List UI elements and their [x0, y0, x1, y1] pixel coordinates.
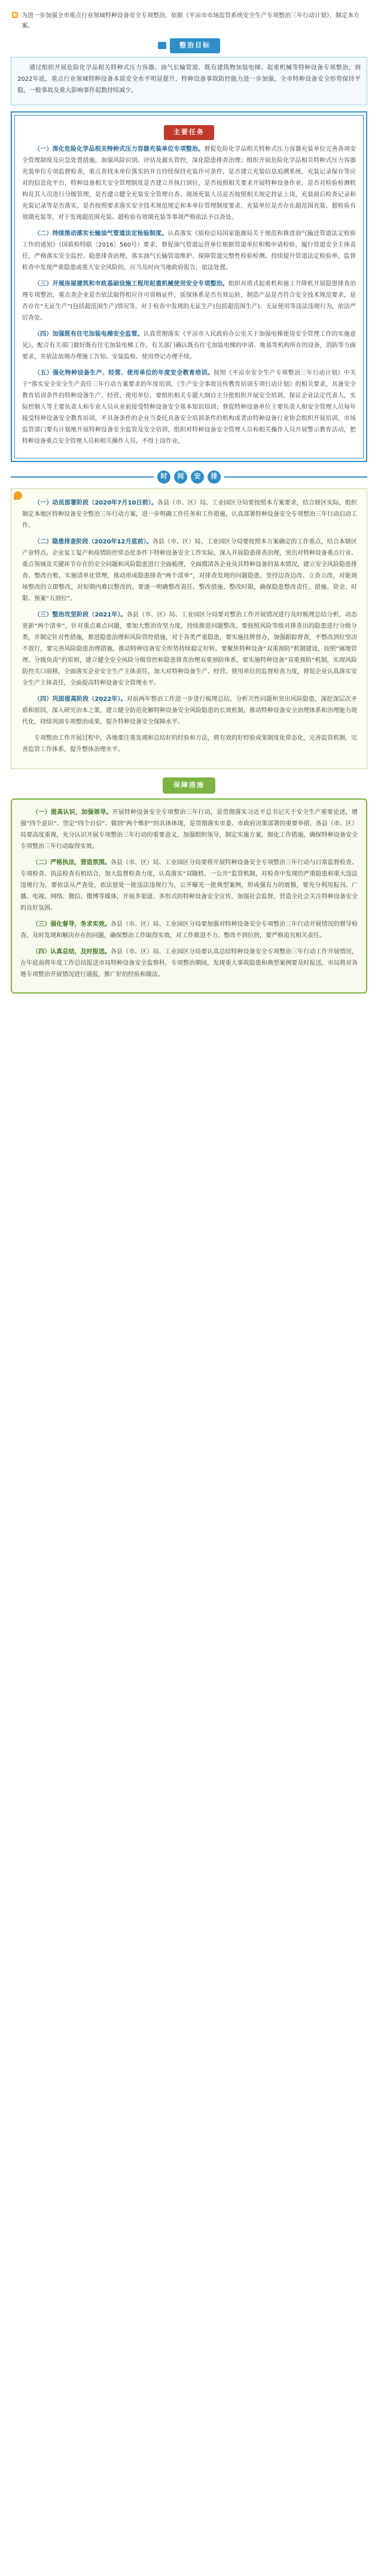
schedule-heading: （一）动员部署阶段（2020年7月10日前）。: [34, 499, 158, 506]
guarantee-item: [20, 807, 358, 852]
task-body: 督促危险化学品相关特种式压力容器充装单位完善各项安全管理制度及应急处置措施，加强风险识别、评估及源头管控，深化隐患排查治理；组织开展危险化学品相关特种式压力容器充装单位专项监督检查，重点查找未单位落实的并且持续保持充装许可条件，是否建立充装信息追溯系统，充装记录保存等应对的信息化平台，特种设备相关安全管理制度是否建立并执行到位，是否按照相关要求开展特种设备作业，是否对检验检测机构及其人员进行分级管理，是否建立健全充装安全管理自查、现场充装人员是否按照相关规定持证上岗，充装前后检查记录和充装记录等是否落实，是否按照要求落实安全技术规范规定和本单位管理制度要求，充装单位是否存在超范围充装、超检验有效期充装等，对于发现超范围充装、超检验有效期充装等事项严格依法予以查处。: [22, 145, 356, 221]
task-body: 按照《平凉市安全生产专项整治三年行动计划》中关于“落实安全安全生产责任三年行动方案要求的年度培训，《生产安全事故宣传教育培训专项行动计划》的相关要求，具备安全教育培训条件的特种设备生产、经营、使用单位，要组织相关专题大纲自主分批组织开展安全培训，保证企业法定代表人，实际控制人等主要负责人和专业人员从业前接受特种设备安全基本知识培训；督促特种设备单位主要负责人和安全管理人员每年接受特种设备安全教育培训，不具备条件的企业当委托具备安全培训条件的机构或者由特种设备行业协会组织开展培训，市场监管部门要有计划地开展特种设备安全监管及安全培训，组织对特种设备安全管理人员和相关操作人员开展警示教育活动，把特种设备重点安全管理人员和相关操作人员，不得上岗作业。: [22, 369, 356, 445]
task-body: 组织对塔式起重机和施工升降机开展隐患排查治理专项整治，重点查企业是否依法取得相应许可资格证件，质保体系是否有效运转，制造产品是否符合安全技术规范要求，是否存在“无证生产”(包括超范围生产)情况等，对于检查中发现的无证生产(包括超范围生产)、无证使用等违法违规行为，依法严厉查处。: [22, 280, 356, 321]
schedule-heading: （二）隐患排查阶段（2020年12月底前）。: [34, 538, 153, 545]
guarantee-box: [11, 798, 367, 994]
schedule-body: 各县（市、区）局、工业园区分局要按照本方案确定的工作重点，结合本辖区产业特点、企业复工复产和疫情防控常态化条件下特种设备安全工作实际，深入开展隐患排查治理，突出对特种设备重点行业、重点领域及关键环节存在的安全问题和风险隐患进行全面梳理，全面摸清各企业及其特种设备的基本情况，建立安全风险隐患排查、整改台账，实施清单化管理，推动形成隐患排查“两个清单”，对排查发现的问题隐患，坚持边查边改、立查立改，对能现场整改的立即整改，对短期内难以整改的，要逐一明确整改责任、整改措施、整改时限，确保隐患整改责任、措施、资金、时限、预案“五到位”。: [22, 538, 358, 602]
task-paragraph: [22, 144, 356, 223]
schedule-body: 各县（市、区）局、工业园区分局要按照本方案要求，结合辖区实际，组织制定本地区特种设备安全整治三年行动方案，进一步明确工作任务和工作措施，认真部署特种设备安全专项整治三年行动启动工作。: [22, 499, 357, 529]
tasks-frame: [11, 111, 367, 462]
book-icon: [158, 42, 166, 49]
guarantee-body: 各县（市、区）局、工业园区分局要加强对特种设备安全专项整治三年行动开展情况的督导检查，及时发现和解决存在的问题，确保整治工作取得实效，对工作推进不力、整改不到位的，要严格追究相关责任。: [20, 921, 358, 939]
schedule-title-char: 排: [208, 470, 221, 484]
divider-line: [224, 476, 367, 478]
schedule-title-char: 时: [157, 470, 170, 484]
task-paragraph: [22, 329, 356, 363]
task-body: 认真贯彻落实《平凉市人民政府办公室关于加强电梯使用安全管理工作的实施意见》，配合有关部门做好既有住宅加装电梯工作，有关部门确认既有住宅加装电梯的申请、地基等机构所在的设备，消防等方面要求，并依法依规办理施工告知、安装监检、使用登记办理手续。: [22, 330, 356, 360]
guarantee-body: 各县（市、区）局、工业园区分局要将开展特种设备安全专项整治三年行动与日常监督检查、专项检查、执法检查有机结合，加大监督检查力度，认真落实“双随机、一公开”监管机制，对检查中发现的严重隐患和重大违法违规行为，要依法从严查处，依法惩处一批违法违规行为，公开曝光一批典型案例，形成强有力的震慑，要充分利用报刊、广播、电视、网络、微信、微博等媒体，开展多渠道、多形式的特种设备安全宣传，加强社会监督，营造全社会关注特种设备安全的良好氛围。: [20, 859, 358, 912]
schedule-heading: （四）巩固提高阶段（2022年）。: [34, 695, 127, 703]
task-heading: （五）强化特种设备生产、经营、使用单位的年度安全教育培训。: [34, 369, 214, 376]
guarantee-heading: （二）严格执法，营造氛围。: [32, 859, 111, 866]
guarantee-body: 各县（市、区）局、工业园区分局要认真总结特种设备安全专项整治三年行动工作开展情况，在年底前将年度工作总结报送市局特种设备安全监察科，专项整治期间，发现重大事故隐患和典型案例要及时报送，市局将对各地专项整治开展情况进行通报，推广好的经验和做法。: [20, 948, 358, 978]
schedule-item: [22, 694, 357, 728]
task-heading: （二）持续推动落实长输油气管道法定检验制度。: [34, 230, 168, 237]
schedule-divider: [11, 470, 367, 484]
divider-line: [11, 476, 154, 478]
guarantee-banner: [11, 777, 367, 794]
intro-block: [11, 7, 367, 35]
task-heading: （四）加强既有住宅加装电梯安全监管。: [34, 330, 144, 338]
tasks-title-bar: [22, 125, 356, 140]
schedule-body: 各县（市、区）局、工业园区分局要对整治工作开展情况进行及时梳理总结分析，动态更新“两个清单”，针对重点难点问题，要加大整治攻坚力度，持续推进问题整改。要按照风险等级对排查出的隐患进行分级分类，并制定针对性措施，推进隐患治理和风险管控措施，对于各类严重隐患，要实施挂牌督办，加强跟踪督查，不整改到位坚决不放行，要完善风险隐患治理措施，推动特种设备安全形势持续稳定好转。要聚焦特种设备“双重预防”机制建设，按照“属地管理、分级负责”的原则，建立健全安全风险分级管控和隐患排查治理双重预防体系，要实施特种设备“双重预防”机制，实现风险防控关口前移，全面落实企业安全生产主体责任，加大对特种设备生产、经营、使用单位的监督检查力度，督促企业认真落实安全生产主体责任，全面提高特种设备安全管理水平。: [22, 611, 357, 686]
task-paragraph: [22, 278, 356, 324]
guarantee-item: [20, 946, 358, 980]
bird-icon: [14, 491, 22, 500]
goal-box: [11, 57, 367, 105]
task-heading: （一）深化危险化学品相关特种式压力容器充装单位专项整治。: [34, 145, 205, 153]
guarantee-heading: （一）提高认识，加强领导。: [32, 809, 112, 816]
task-heading: （三）开展房屋建筑和市政基础设施工程用起重机械使用安全专项整治。: [34, 280, 228, 287]
guarantee-item: [20, 919, 358, 941]
schedule-heading: （三）整治攻坚阶段（2021年）。: [34, 611, 127, 618]
goal-text: 通过组织开展危险化学品相关特种式压力容器、油气长输管道、既有建筑物加装电梯、起重机械等特种设备专项整治，到2022年底，重点行业领域特种设备本质安全水平明显提升，特种设备事故防控能力进一步加强，全市特种设备安全形势保持平稳，一般事故及重大影响事件起数持续减少。: [17, 64, 361, 94]
schedule-title-char: 安: [191, 470, 204, 484]
schedule-title-char: 间: [174, 470, 187, 484]
guarantee-heading: （四）认真总结，及时报送。: [32, 948, 111, 955]
task-paragraph: [22, 228, 356, 274]
guarantee-item: [20, 857, 358, 914]
schedule-item: [22, 536, 357, 604]
task-paragraph: [22, 367, 356, 447]
schedule-item: [22, 609, 357, 689]
tasks-inner: [14, 115, 364, 458]
guarantee-heading: （三）强化督导，务求实效。: [32, 921, 111, 928]
flag-icon: [12, 12, 18, 18]
task-body: 认真落实《质检总局国家能源局关于规范和推进油气输送管道法定检验工作的通知》（国质检特联〔2016〕560号）要求，督促油气管道运营单位根据管道单位积极申请检验，履行管道安全主体责任，严格落实安全监控、隐患排查治理，落实油气长输管道维护、保障管道完整性检验检测、持续提升管道法定检验率，监督检查中发现严重隐患或重大安全风险的，应当及时向当地政府报告，依法处置。: [22, 230, 356, 271]
guarantee-title: 保障措施: [163, 777, 215, 794]
schedule-closing: 专项整治工作开展过程中，各地要注重发现和总结好的经验和方法，将有效的好经验成果制度化常态化，完善监管机制，完善监管工作体系，提升整体治理水平。: [22, 734, 357, 753]
schedule-item: [22, 497, 357, 531]
intro-text: 为进一步加强全市重点行业领域特种设备安全专项整治，依据《平凉市市场监管系统安全生产专项整治三年行动计划》，制定本方案。: [22, 13, 359, 29]
goal-title: 整治目标: [170, 38, 220, 53]
tasks-title: 主要任务: [164, 125, 214, 140]
goal-title-bar: [11, 38, 367, 53]
schedule-body: 对前两年整治工作进一步进行梳理总结，分析共性问题和突出风险隐患，深挖深层次矛盾和原因，深入研究治本之策，建立健全防范化解特种设备安全风险隐患的长效机制，推动特种设备安全治理体系和治理能力现代化，持续巩固专项整治成果，提升特种设备安全保障水平。: [22, 695, 357, 725]
guarantee-body: 开展特种设备安全专项整治三年行动，是贯彻落实习近平总书记关于安全生产重要论述，增强“四个意识”、坚定“四个自信”、做到“两个维护”的具体体现，是贯彻落实市委、市政府决策部署的重要举措，各县（市、区）局要高度重视，充分认识开展专项整治三年行动的重要意义，加强组织领导，制定实施方案，细化工作措施，确保特种设备安全专项整治三年行动取得实效。: [20, 809, 358, 850]
schedule-notebook: [11, 488, 367, 769]
